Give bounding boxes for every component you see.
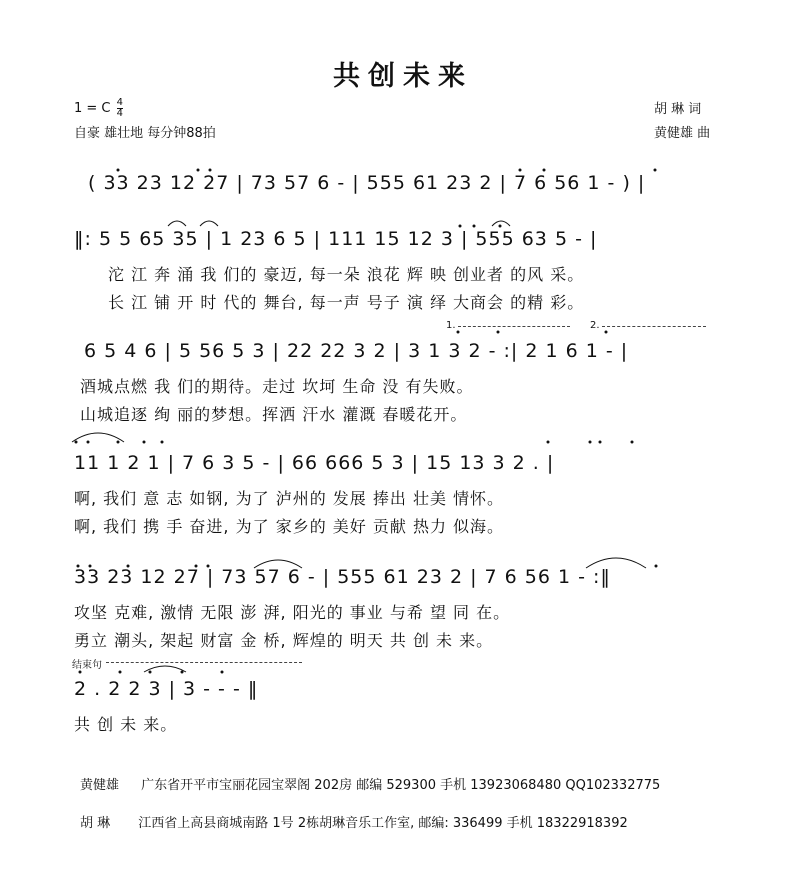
contact-lyricist <box>80 812 628 831</box>
lyricist-credit: 胡 琳 词 <box>654 102 702 117</box>
key-prefix: 1 = C <box>74 101 111 116</box>
lyric-ending: 共 创 未 来。 <box>74 715 178 734</box>
notation-row-ending: 2 . 2 2 3 | 3 - - - ‖ <box>74 678 259 700</box>
contact-info: 江西省上高县商城南路 1号 2栋胡琳音乐工作室, 邮编: 336499 手机 18322918392 <box>138 816 628 831</box>
lyric-verse-1-row-2: 酒城点燃 我 们的期待。走过 坎坷 生命 没 有失败。 <box>80 377 474 396</box>
slur-mark <box>200 221 218 226</box>
tempo-marking: 自豪 雄壮地 每分钟88拍 <box>74 126 216 141</box>
time-signature-unit: 4 <box>116 108 124 119</box>
lyric-verse-2-row-2: 山城追逐 绚 丽的梦想。挥洒 汗水 灌溉 春暖花开。 <box>80 405 468 424</box>
time-signature-beats: 4 <box>116 97 124 108</box>
notation-row-4: 33 23 12 27 | 73 57 6 - | 555 61 23 2 | 7 6 56 1 - :‖ <box>74 566 611 588</box>
lyric-verse-2-row-3: 啊, 我们 携 手 奋进, 为了 家乡的 美好 贡献 热力 似海。 <box>74 517 505 536</box>
lyric-verse-1-row-1: 沱 江 奔 涌 我 们的 豪迈, 每一朵 浪花 辉 映 创业者 的风 采。 <box>108 265 585 284</box>
volta-first-label: 1. <box>446 320 456 331</box>
contact-composer <box>80 774 660 793</box>
volta-second-bracket <box>602 326 706 327</box>
contact-name: 黄健雄 <box>80 778 120 793</box>
volta-second-label: 2. <box>590 320 600 331</box>
lyric-verse-2-row-4: 勇立 潮头, 架起 财富 金 桥, 辉煌的 明天 共 创 未 来。 <box>74 631 494 650</box>
ending-bracket <box>106 662 302 663</box>
song-title: 共创未来 <box>333 61 473 92</box>
notation-row-1: ‖: 5 5 65 35 | 1 23 6 5 | 111 15 12 3 | 555 63 5 - | <box>74 228 598 250</box>
notation-row-2: 6 5 4 6 | 5 56 5 3 | 22 22 3 2 | 3 1 3 2 - :| 2 1 6 1 - | <box>84 340 629 362</box>
lyric-verse-1-row-3: 啊, 我们 意 志 如钢, 为了 泸州的 发展 捧出 壮美 情怀。 <box>74 489 505 508</box>
slur-mark <box>168 221 186 226</box>
composer-credit: 黄健雄 曲 <box>654 126 711 141</box>
lyric-verse-1-row-4: 攻坚 克难, 激情 无限 澎 湃, 阳光的 事业 与希 望 同 在。 <box>74 603 511 622</box>
contact-name: 胡 琳 <box>80 816 111 831</box>
ending-label: 结束句 <box>72 660 102 671</box>
contact-info: 广东省开平市宝丽花园宝翠阁 202房 邮编 529300 手机 13923068480 QQ102332775 <box>141 778 661 793</box>
slur-mark <box>72 433 124 442</box>
volta-first-bracket <box>458 326 570 327</box>
notation-row-3: 11 1 2 1 | 7 6 3 5 - | 66 666 5 3 | 15 13 3 2 . | <box>74 452 555 474</box>
lyric-verse-2-row-1: 长 江 铺 开 时 代的 舞台, 每一声 号子 演 绎 大商会 的精 彩。 <box>108 293 585 312</box>
notation-row-intro: ( 33 23 12 27 | 73 57 6 - | 555 61 23 2 | 7 6 56 1 - ) | <box>88 172 646 194</box>
